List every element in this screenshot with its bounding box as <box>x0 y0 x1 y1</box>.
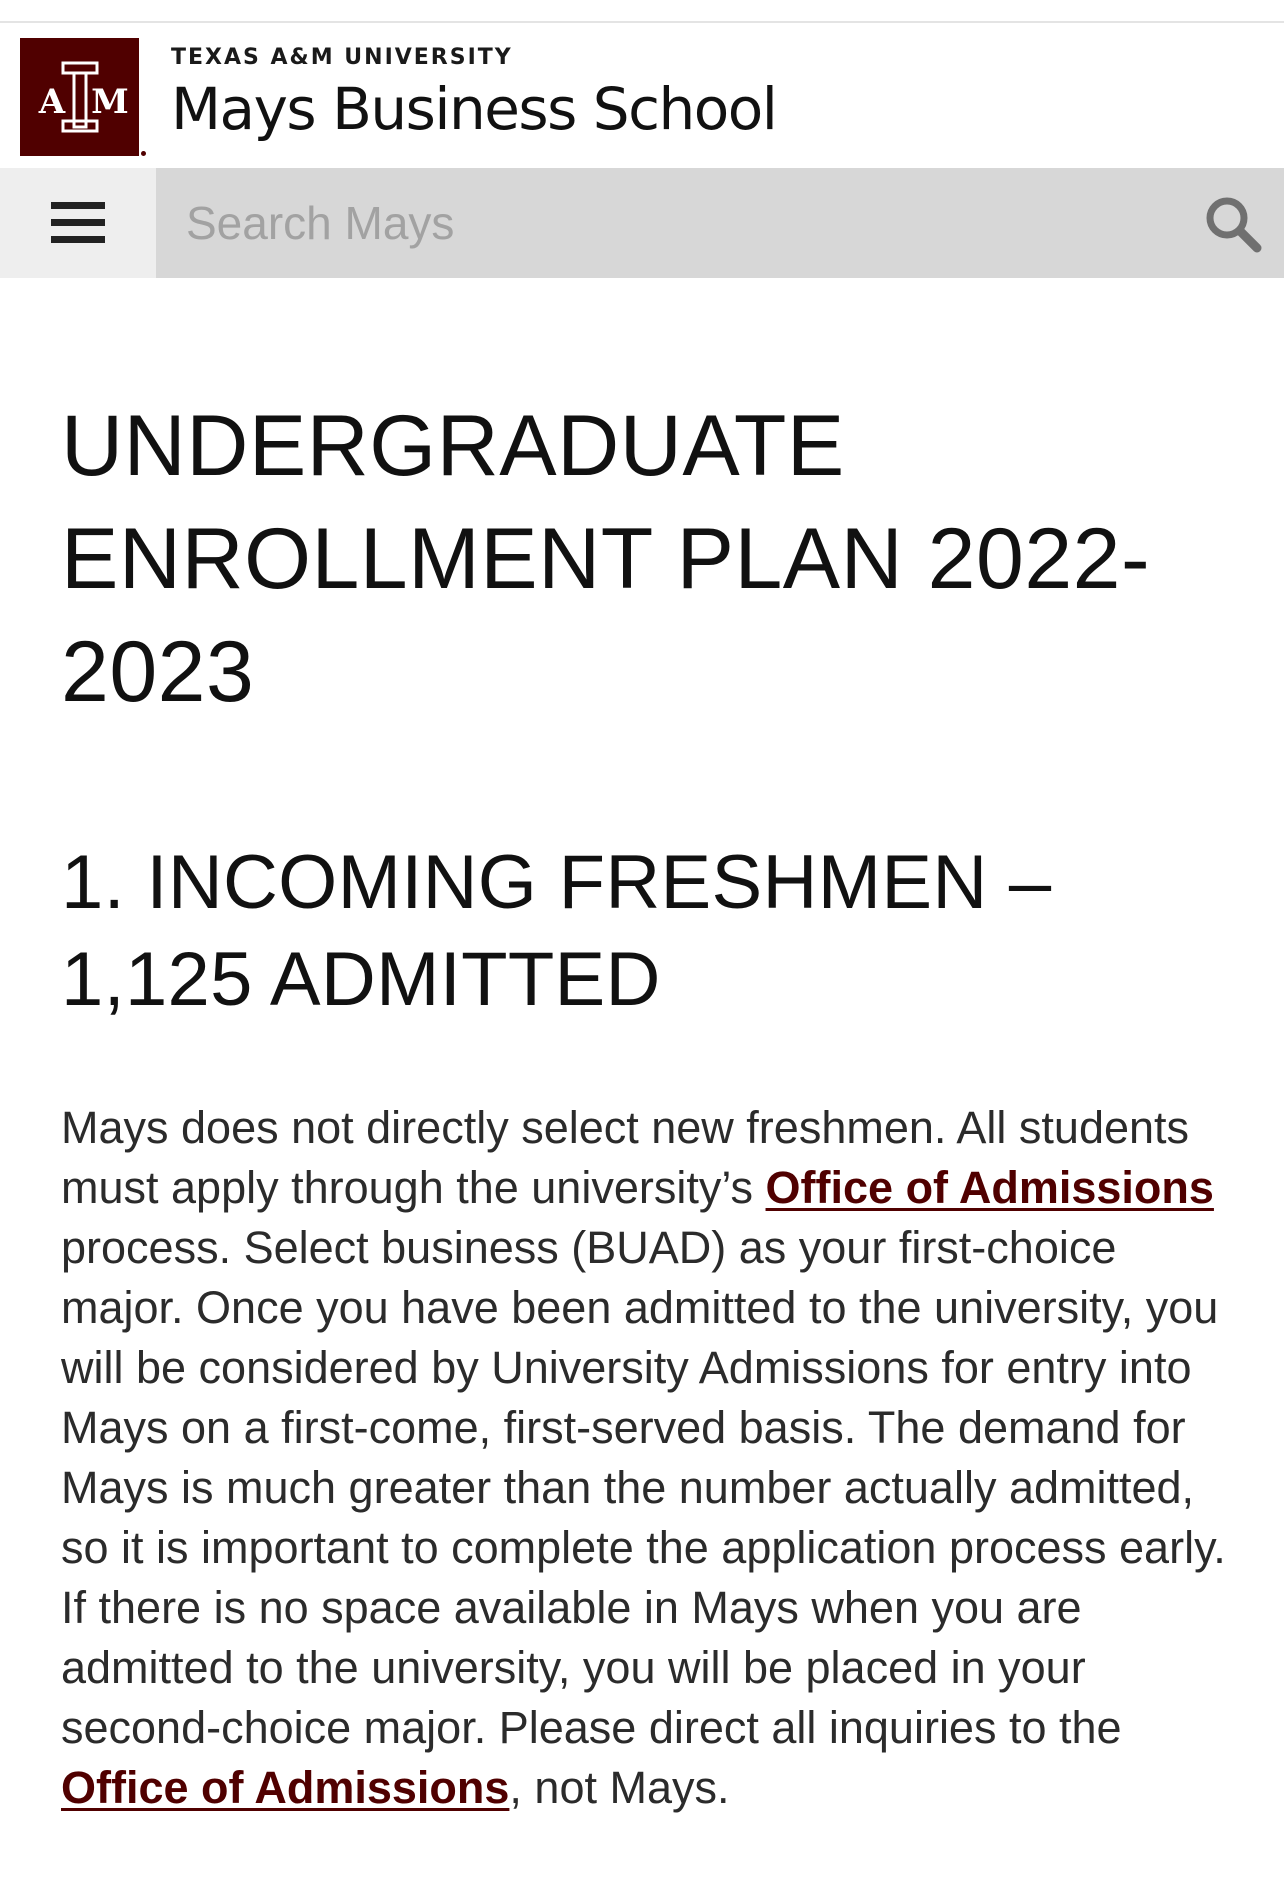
svg-text:M: M <box>90 82 129 122</box>
search-bar <box>156 168 1284 278</box>
office-of-admissions-link[interactable]: Office of Admissions <box>61 1762 510 1813</box>
search-button[interactable] <box>1202 193 1264 255</box>
office-of-admissions-link[interactable]: Office of Admissions <box>765 1162 1214 1213</box>
logo-registered-dot <box>141 151 146 156</box>
freshmen-paragraph <box>61 1098 1236 1818</box>
university-name: TEXAS A&M UNIVERSITY <box>171 45 513 70</box>
paragraph-text: process. Select business (BUAD) as your first-choice major. Once you have been admitted to the university, you will be considered by University Admissions for entry into Mays on a first-come, first-served basis. The demand for Mays is much greater than the number actually admitted, so it is important to complete the application process early. If there is no space available in Mays when you are admitted to the university, you will be placed in your second-choice major. Please direct all inquiries to the <box>61 1222 1226 1753</box>
tamu-logo[interactable] <box>20 38 139 156</box>
hamburger-menu-icon <box>49 199 107 247</box>
site-header <box>0 23 1284 168</box>
paragraph-text: , not Mays. <box>509 1762 730 1813</box>
menu-button[interactable] <box>0 168 156 278</box>
tamu-logo-icon <box>30 57 130 137</box>
page-title: UNDERGRADUATE ENROLLMENT PLAN 2022-2023 <box>61 398 1151 720</box>
search-icon <box>1203 194 1263 254</box>
svg-text:A: A <box>38 82 65 122</box>
search-input[interactable] <box>156 168 1166 278</box>
nav-bar <box>0 168 1284 278</box>
school-name-link[interactable]: Mays Business School <box>171 75 777 143</box>
paragraph-text: Mays does not directly select new freshmen. All students must apply through the university’s <box>61 1102 1190 1213</box>
section-heading: 1. INCOMING FRESHMEN – 1,125 ADMITTED <box>61 840 1052 1022</box>
main-content <box>61 390 1231 1818</box>
